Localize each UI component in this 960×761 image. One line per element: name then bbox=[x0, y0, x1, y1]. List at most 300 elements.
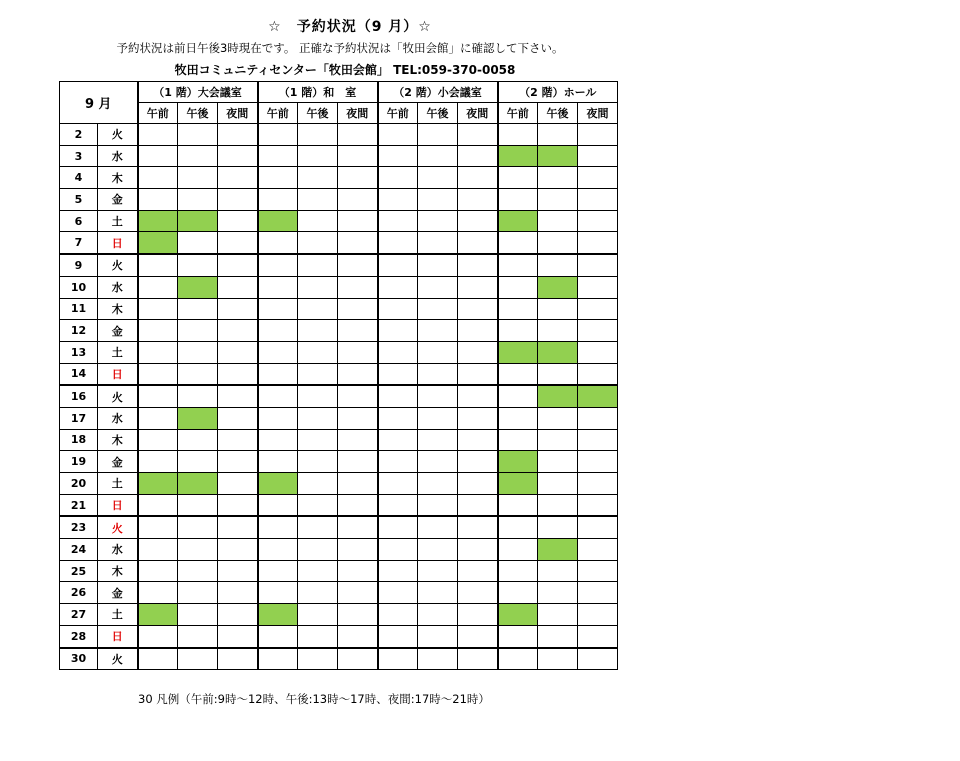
slot-cell bbox=[498, 582, 538, 604]
slot-cell bbox=[218, 124, 258, 146]
slot-cell bbox=[418, 124, 458, 146]
slot-cell bbox=[458, 539, 498, 561]
slot-cell bbox=[298, 341, 338, 363]
slot-cell bbox=[458, 385, 498, 407]
slot-header: 午後 bbox=[538, 103, 578, 124]
slot-cell bbox=[378, 516, 418, 538]
slot-cell bbox=[418, 232, 458, 254]
weekday-cell: 火 bbox=[98, 648, 138, 670]
booked-slot-cell bbox=[498, 341, 538, 363]
booked-slot-cell bbox=[498, 473, 538, 495]
slot-cell bbox=[298, 167, 338, 189]
slot-cell bbox=[418, 560, 458, 582]
slot-cell bbox=[258, 429, 298, 451]
date-cell: 7 bbox=[60, 232, 98, 254]
slot-cell bbox=[378, 625, 418, 647]
date-cell: 14 bbox=[60, 363, 98, 385]
weekday-cell: 木 bbox=[98, 429, 138, 451]
slot-cell bbox=[218, 560, 258, 582]
slot-cell bbox=[418, 189, 458, 211]
date-cell: 18 bbox=[60, 429, 98, 451]
slot-cell bbox=[378, 582, 418, 604]
slot-cell bbox=[538, 167, 578, 189]
table-row bbox=[60, 276, 618, 298]
slot-cell bbox=[298, 473, 338, 495]
slot-cell bbox=[338, 276, 378, 298]
slot-cell bbox=[498, 385, 538, 407]
slot-cell bbox=[298, 232, 338, 254]
slot-cell bbox=[218, 451, 258, 473]
date-cell: 10 bbox=[60, 276, 98, 298]
slot-cell bbox=[378, 473, 418, 495]
date-cell: 21 bbox=[60, 494, 98, 516]
date-cell: 26 bbox=[60, 582, 98, 604]
slot-cell bbox=[218, 604, 258, 626]
slot-cell bbox=[498, 516, 538, 538]
slot-cell bbox=[178, 145, 218, 167]
slot-cell bbox=[218, 473, 258, 495]
slot-cell bbox=[578, 276, 618, 298]
slot-cell bbox=[298, 298, 338, 320]
slot-cell bbox=[178, 254, 218, 276]
slot-cell bbox=[218, 494, 258, 516]
slot-header: 午後 bbox=[178, 103, 218, 124]
slot-cell bbox=[578, 189, 618, 211]
weekday-cell: 金 bbox=[98, 451, 138, 473]
booked-slot-cell bbox=[538, 341, 578, 363]
slot-cell bbox=[138, 560, 178, 582]
booked-slot-cell bbox=[138, 232, 178, 254]
slot-cell bbox=[338, 189, 378, 211]
slot-cell bbox=[458, 604, 498, 626]
slot-cell bbox=[458, 473, 498, 495]
slot-cell bbox=[338, 124, 378, 146]
slot-cell bbox=[578, 429, 618, 451]
slot-cell bbox=[538, 451, 578, 473]
slot-cell bbox=[258, 385, 298, 407]
table-row bbox=[60, 232, 618, 254]
slot-cell bbox=[298, 385, 338, 407]
slot-cell bbox=[178, 539, 218, 561]
slot-cell bbox=[418, 385, 458, 407]
weekday-cell: 日 bbox=[98, 625, 138, 647]
weekday-cell: 土 bbox=[98, 473, 138, 495]
slot-cell bbox=[378, 320, 418, 342]
slot-cell bbox=[378, 385, 418, 407]
slot-cell bbox=[378, 407, 418, 429]
slot-cell bbox=[138, 539, 178, 561]
slot-cell bbox=[538, 254, 578, 276]
weekday-cell: 火 bbox=[98, 516, 138, 538]
slot-cell bbox=[378, 539, 418, 561]
slot-cell bbox=[498, 560, 538, 582]
slot-cell bbox=[178, 604, 218, 626]
slot-cell bbox=[538, 124, 578, 146]
table-row bbox=[60, 473, 618, 495]
slot-cell bbox=[418, 604, 458, 626]
slot-cell bbox=[338, 407, 378, 429]
slot-cell bbox=[578, 407, 618, 429]
slot-cell bbox=[338, 385, 378, 407]
slot-cell bbox=[138, 451, 178, 473]
slot-cell bbox=[578, 604, 618, 626]
slot-cell bbox=[178, 625, 218, 647]
slot-cell bbox=[178, 385, 218, 407]
slot-cell bbox=[418, 516, 458, 538]
date-cell: 11 bbox=[60, 298, 98, 320]
slot-cell bbox=[258, 341, 298, 363]
weekday-cell: 火 bbox=[98, 254, 138, 276]
slot-cell bbox=[578, 320, 618, 342]
slot-cell bbox=[538, 210, 578, 232]
room-header: （2 階）小会議室 bbox=[378, 82, 498, 103]
weekday-cell: 土 bbox=[98, 604, 138, 626]
slot-cell bbox=[218, 625, 258, 647]
slot-cell bbox=[418, 145, 458, 167]
slot-cell bbox=[338, 254, 378, 276]
slot-cell bbox=[178, 189, 218, 211]
slot-cell bbox=[138, 189, 178, 211]
reservation-table bbox=[59, 81, 618, 670]
table-row bbox=[60, 254, 618, 276]
slot-cell bbox=[538, 429, 578, 451]
room-header: （1 階）大会議室 bbox=[138, 82, 258, 103]
month-header: 9 月 bbox=[60, 82, 138, 124]
slot-cell bbox=[418, 276, 458, 298]
slot-cell bbox=[178, 124, 218, 146]
slot-cell bbox=[378, 648, 418, 670]
slot-cell bbox=[458, 145, 498, 167]
slot-cell bbox=[178, 582, 218, 604]
slot-cell bbox=[578, 298, 618, 320]
slot-cell bbox=[298, 189, 338, 211]
slot-cell bbox=[578, 341, 618, 363]
slot-cell bbox=[418, 625, 458, 647]
slot-cell bbox=[138, 145, 178, 167]
slot-cell bbox=[418, 167, 458, 189]
slot-cell bbox=[498, 124, 538, 146]
slot-cell bbox=[578, 625, 618, 647]
room-header: （1 階）和 室 bbox=[258, 82, 378, 103]
slot-cell bbox=[218, 539, 258, 561]
slot-cell bbox=[338, 145, 378, 167]
slot-cell bbox=[138, 298, 178, 320]
slot-cell bbox=[578, 494, 618, 516]
slot-cell bbox=[458, 494, 498, 516]
booked-slot-cell bbox=[138, 210, 178, 232]
slot-cell bbox=[498, 276, 538, 298]
slot-cell bbox=[218, 407, 258, 429]
page-title: ☆ 予約状況（9 月）☆ bbox=[268, 19, 432, 35]
date-cell: 4 bbox=[60, 167, 98, 189]
slot-cell bbox=[138, 385, 178, 407]
slot-cell bbox=[258, 189, 298, 211]
slot-cell bbox=[178, 516, 218, 538]
date-cell: 2 bbox=[60, 124, 98, 146]
slot-cell bbox=[338, 210, 378, 232]
slot-cell bbox=[138, 429, 178, 451]
date-cell: 3 bbox=[60, 145, 98, 167]
slot-cell bbox=[378, 124, 418, 146]
slot-cell bbox=[338, 451, 378, 473]
table-row bbox=[60, 363, 618, 385]
weekday-cell: 火 bbox=[98, 385, 138, 407]
weekday-cell: 木 bbox=[98, 167, 138, 189]
slot-cell bbox=[298, 451, 338, 473]
table-row bbox=[60, 582, 618, 604]
slot-cell bbox=[418, 451, 458, 473]
slot-cell bbox=[578, 473, 618, 495]
slot-cell bbox=[338, 298, 378, 320]
slot-cell bbox=[298, 604, 338, 626]
slot-cell bbox=[418, 473, 458, 495]
slot-cell bbox=[338, 429, 378, 451]
slot-cell bbox=[258, 254, 298, 276]
slot-header: 夜間 bbox=[578, 103, 618, 124]
weekday-cell: 木 bbox=[98, 298, 138, 320]
slot-cell bbox=[258, 560, 298, 582]
booked-slot-cell bbox=[578, 385, 618, 407]
slot-cell bbox=[578, 539, 618, 561]
slot-cell bbox=[298, 145, 338, 167]
slot-cell bbox=[458, 516, 498, 538]
slot-cell bbox=[578, 210, 618, 232]
slot-cell bbox=[458, 167, 498, 189]
date-cell: 25 bbox=[60, 560, 98, 582]
booked-slot-cell bbox=[498, 145, 538, 167]
slot-cell bbox=[378, 494, 418, 516]
slot-cell bbox=[378, 167, 418, 189]
slot-cell bbox=[138, 320, 178, 342]
date-cell: 12 bbox=[60, 320, 98, 342]
slot-cell bbox=[218, 516, 258, 538]
slot-cell bbox=[378, 210, 418, 232]
slot-cell bbox=[218, 320, 258, 342]
slot-cell bbox=[298, 407, 338, 429]
slot-cell bbox=[578, 363, 618, 385]
slot-cell bbox=[258, 407, 298, 429]
slot-cell bbox=[298, 516, 338, 538]
slot-cell bbox=[458, 189, 498, 211]
date-cell: 28 bbox=[60, 625, 98, 647]
slot-cell bbox=[218, 298, 258, 320]
slot-cell bbox=[378, 276, 418, 298]
table-row bbox=[60, 648, 618, 670]
slot-cell bbox=[538, 494, 578, 516]
slot-cell bbox=[458, 210, 498, 232]
slot-cell bbox=[338, 232, 378, 254]
table-row bbox=[60, 124, 618, 146]
slot-cell bbox=[418, 494, 458, 516]
table-row bbox=[60, 407, 618, 429]
slot-cell bbox=[258, 625, 298, 647]
slot-cell bbox=[498, 539, 538, 561]
slot-cell bbox=[378, 560, 418, 582]
slot-cell bbox=[218, 254, 258, 276]
weekday-cell: 土 bbox=[98, 210, 138, 232]
slot-cell bbox=[378, 254, 418, 276]
table-row bbox=[60, 494, 618, 516]
slot-cell bbox=[338, 341, 378, 363]
slot-cell bbox=[458, 363, 498, 385]
slot-cell bbox=[538, 582, 578, 604]
slot-cell bbox=[578, 167, 618, 189]
slot-cell bbox=[218, 189, 258, 211]
date-cell: 23 bbox=[60, 516, 98, 538]
slot-cell bbox=[218, 385, 258, 407]
contact-info: 牧田コミュニティセンター「牧田会館」 TEL:059-370-0058 bbox=[174, 63, 516, 77]
slot-cell bbox=[418, 320, 458, 342]
slot-cell bbox=[418, 539, 458, 561]
slot-cell bbox=[498, 363, 538, 385]
slot-cell bbox=[538, 516, 578, 538]
slot-cell bbox=[578, 648, 618, 670]
slot-cell bbox=[378, 341, 418, 363]
slot-cell bbox=[538, 189, 578, 211]
slot-cell bbox=[578, 232, 618, 254]
slot-cell bbox=[458, 276, 498, 298]
slot-header: 午前 bbox=[138, 103, 178, 124]
slot-cell bbox=[538, 320, 578, 342]
slot-cell bbox=[218, 429, 258, 451]
slot-cell bbox=[218, 341, 258, 363]
table-row bbox=[60, 625, 618, 647]
slot-cell bbox=[178, 494, 218, 516]
slot-cell bbox=[258, 494, 298, 516]
slot-cell bbox=[378, 298, 418, 320]
slot-cell bbox=[578, 254, 618, 276]
date-cell: 9 bbox=[60, 254, 98, 276]
slot-cell bbox=[538, 298, 578, 320]
slot-cell bbox=[258, 232, 298, 254]
slot-cell bbox=[338, 604, 378, 626]
slot-cell bbox=[458, 451, 498, 473]
slot-cell bbox=[498, 232, 538, 254]
booked-slot-cell bbox=[258, 473, 298, 495]
slot-cell bbox=[378, 145, 418, 167]
weekday-cell: 木 bbox=[98, 560, 138, 582]
slot-cell bbox=[458, 124, 498, 146]
slot-cell bbox=[498, 429, 538, 451]
weekday-cell: 土 bbox=[98, 341, 138, 363]
booked-slot-cell bbox=[178, 276, 218, 298]
table-row bbox=[60, 167, 618, 189]
slot-cell bbox=[138, 516, 178, 538]
weekday-cell: 日 bbox=[98, 494, 138, 516]
date-cell: 17 bbox=[60, 407, 98, 429]
slot-cell bbox=[218, 582, 258, 604]
slot-cell bbox=[378, 604, 418, 626]
slot-cell bbox=[498, 254, 538, 276]
weekday-cell: 金 bbox=[98, 582, 138, 604]
slot-cell bbox=[538, 407, 578, 429]
slot-cell bbox=[338, 582, 378, 604]
room-header: （2 階）ホール bbox=[498, 82, 618, 103]
date-cell: 30 bbox=[60, 648, 98, 670]
slot-cell bbox=[338, 473, 378, 495]
slot-header: 夜間 bbox=[218, 103, 258, 124]
slot-cell bbox=[538, 625, 578, 647]
slot-cell bbox=[498, 298, 538, 320]
slot-cell bbox=[178, 298, 218, 320]
slot-cell bbox=[418, 648, 458, 670]
slot-cell bbox=[578, 124, 618, 146]
slot-cell bbox=[498, 189, 538, 211]
booked-slot-cell bbox=[538, 385, 578, 407]
slot-cell bbox=[218, 210, 258, 232]
slot-cell bbox=[258, 298, 298, 320]
slot-cell bbox=[178, 451, 218, 473]
slot-cell bbox=[138, 582, 178, 604]
slot-cell bbox=[258, 124, 298, 146]
slot-cell bbox=[178, 341, 218, 363]
slot-cell bbox=[458, 320, 498, 342]
booked-slot-cell bbox=[258, 210, 298, 232]
booked-slot-cell bbox=[538, 539, 578, 561]
slot-cell bbox=[298, 494, 338, 516]
slot-cell bbox=[178, 167, 218, 189]
weekday-cell: 水 bbox=[98, 276, 138, 298]
slot-cell bbox=[458, 429, 498, 451]
date-cell: 16 bbox=[60, 385, 98, 407]
booked-slot-cell bbox=[498, 604, 538, 626]
slot-cell bbox=[258, 648, 298, 670]
booked-slot-cell bbox=[178, 473, 218, 495]
slot-cell bbox=[258, 539, 298, 561]
slot-cell bbox=[258, 320, 298, 342]
slot-cell bbox=[178, 429, 218, 451]
table-row bbox=[60, 189, 618, 211]
slot-cell bbox=[258, 145, 298, 167]
slot-cell bbox=[258, 516, 298, 538]
slot-cell bbox=[178, 648, 218, 670]
booked-slot-cell bbox=[138, 604, 178, 626]
slot-cell bbox=[138, 625, 178, 647]
slot-cell bbox=[298, 560, 338, 582]
slot-cell bbox=[378, 232, 418, 254]
slot-cell bbox=[138, 648, 178, 670]
booked-slot-cell bbox=[538, 145, 578, 167]
table-row bbox=[60, 385, 618, 407]
slot-cell bbox=[538, 232, 578, 254]
table-row bbox=[60, 560, 618, 582]
slot-cell bbox=[458, 407, 498, 429]
slot-cell bbox=[218, 648, 258, 670]
slot-cell bbox=[298, 648, 338, 670]
booked-slot-cell bbox=[498, 210, 538, 232]
slot-cell bbox=[138, 124, 178, 146]
date-cell: 19 bbox=[60, 451, 98, 473]
slot-cell bbox=[378, 189, 418, 211]
slot-cell bbox=[418, 582, 458, 604]
slot-cell bbox=[178, 232, 218, 254]
slot-cell bbox=[178, 363, 218, 385]
slot-cell bbox=[578, 516, 618, 538]
date-cell: 6 bbox=[60, 210, 98, 232]
slot-cell bbox=[498, 167, 538, 189]
slot-cell bbox=[218, 232, 258, 254]
slot-cell bbox=[458, 254, 498, 276]
slot-cell bbox=[138, 494, 178, 516]
table-row bbox=[60, 341, 618, 363]
slot-cell bbox=[418, 210, 458, 232]
slot-cell bbox=[578, 145, 618, 167]
slot-cell bbox=[338, 516, 378, 538]
slot-cell bbox=[498, 625, 538, 647]
slot-cell bbox=[538, 560, 578, 582]
table-row bbox=[60, 298, 618, 320]
slot-cell bbox=[218, 145, 258, 167]
